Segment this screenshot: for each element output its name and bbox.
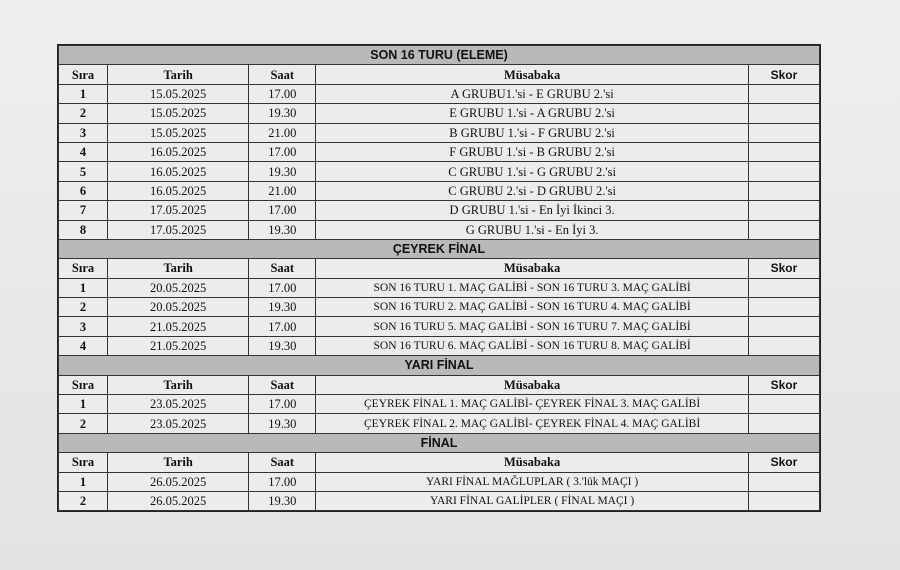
section-header <box>59 239 820 258</box>
cell-tarih: 16.05.2025 <box>108 181 249 200</box>
cell-sira: 3 <box>59 317 108 336</box>
cell-skor <box>748 201 819 220</box>
section-header <box>59 356 820 375</box>
cell-skor <box>748 278 819 297</box>
table-row <box>59 395 820 414</box>
column-header-tarih: Tarih <box>108 65 249 84</box>
cell-musabaka: SON 16 TURU 5. MAÇ GALİBİ - SON 16 TURU 7. MAÇ GALİBİ <box>316 317 749 336</box>
column-header-tarih: Tarih <box>108 453 249 472</box>
cell-saat: 17.00 <box>249 395 316 414</box>
table-row <box>59 491 820 510</box>
cell-sira: 4 <box>59 336 108 355</box>
table-row <box>59 181 820 200</box>
section-title: YARI FİNAL <box>59 356 820 375</box>
cell-sira: 1 <box>59 84 108 103</box>
column-header-musabaka: Müsabaka <box>316 259 749 278</box>
cell-saat: 19.30 <box>249 298 316 317</box>
cell-sira: 1 <box>59 278 108 297</box>
cell-tarih: 21.05.2025 <box>108 336 249 355</box>
column-header-sira: Sıra <box>59 453 108 472</box>
table-row <box>59 104 820 123</box>
column-header-musabaka: Müsabaka <box>316 453 749 472</box>
table-row <box>59 162 820 181</box>
column-header-row <box>59 453 820 472</box>
table-row <box>59 317 820 336</box>
cell-sira: 5 <box>59 162 108 181</box>
cell-sira: 3 <box>59 123 108 142</box>
cell-saat: 21.00 <box>249 181 316 200</box>
table-row <box>59 84 820 103</box>
column-header-musabaka: Müsabaka <box>316 375 749 394</box>
cell-saat: 19.30 <box>249 414 316 433</box>
column-header-skor: Skor <box>748 259 819 278</box>
section-title: SON 16 TURU (ELEME) <box>59 46 820 65</box>
table-row <box>59 278 820 297</box>
cell-tarih: 20.05.2025 <box>108 278 249 297</box>
cell-skor <box>748 491 819 510</box>
cell-sira: 7 <box>59 201 108 220</box>
cell-musabaka: ÇEYREK FİNAL 2. MAÇ GALİBİ- ÇEYREK FİNAL 4. MAÇ GALİBİ <box>316 414 749 433</box>
cell-musabaka: YARI FİNAL GALİPLER ( FİNAL MAÇI ) <box>316 491 749 510</box>
cell-skor <box>748 162 819 181</box>
table-row <box>59 123 820 142</box>
cell-saat: 17.00 <box>249 317 316 336</box>
cell-saat: 19.30 <box>249 220 316 239</box>
column-header-row <box>59 259 820 278</box>
cell-skor <box>748 472 819 491</box>
cell-saat: 19.30 <box>249 104 316 123</box>
section-title: ÇEYREK FİNAL <box>59 239 820 258</box>
cell-skor <box>748 317 819 336</box>
cell-skor <box>748 336 819 355</box>
column-header-row <box>59 375 820 394</box>
cell-tarih: 16.05.2025 <box>108 162 249 181</box>
section-header <box>59 433 820 452</box>
cell-skor <box>748 414 819 433</box>
table-row <box>59 201 820 220</box>
cell-musabaka: C GRUBU 1.'si - G GRUBU 2.'si <box>316 162 749 181</box>
cell-musabaka: C GRUBU 2.'si - D GRUBU 2.'si <box>316 181 749 200</box>
cell-tarih: 15.05.2025 <box>108 123 249 142</box>
cell-tarih: 26.05.2025 <box>108 472 249 491</box>
cell-musabaka: F GRUBU 1.'si - B GRUBU 2.'si <box>316 142 749 161</box>
table-row <box>59 414 820 433</box>
cell-musabaka: E GRUBU 1.'si - A GRUBU 2.'si <box>316 104 749 123</box>
table-row <box>59 220 820 239</box>
cell-tarih: 23.05.2025 <box>108 414 249 433</box>
cell-musabaka: SON 16 TURU 1. MAÇ GALİBİ - SON 16 TURU 3. MAÇ GALİBİ <box>316 278 749 297</box>
column-header-saat: Saat <box>249 375 316 394</box>
cell-musabaka: ÇEYREK FİNAL 1. MAÇ GALİBİ- ÇEYREK FİNAL 3. MAÇ GALİBİ <box>316 395 749 414</box>
cell-skor <box>748 395 819 414</box>
cell-sira: 2 <box>59 104 108 123</box>
cell-sira: 6 <box>59 181 108 200</box>
cell-musabaka: SON 16 TURU 6. MAÇ GALİBİ - SON 16 TURU 8. MAÇ GALİBİ <box>316 336 749 355</box>
schedule-table <box>57 44 821 512</box>
table-row <box>59 336 820 355</box>
column-header-skor: Skor <box>748 453 819 472</box>
column-header-skor: Skor <box>748 375 819 394</box>
column-header-sira: Sıra <box>59 375 108 394</box>
column-header-tarih: Tarih <box>108 259 249 278</box>
cell-skor <box>748 104 819 123</box>
cell-skor <box>748 84 819 103</box>
cell-skor <box>748 142 819 161</box>
cell-sira: 8 <box>59 220 108 239</box>
column-header-musabaka: Müsabaka <box>316 65 749 84</box>
cell-saat: 19.30 <box>249 162 316 181</box>
column-header-saat: Saat <box>249 453 316 472</box>
cell-musabaka: D GRUBU 1.'si - En İyi İkinci 3. <box>316 201 749 220</box>
cell-saat: 17.00 <box>249 472 316 491</box>
cell-musabaka: YARI FİNAL MAĞLUPLAR ( 3.'lük MAÇI ) <box>316 472 749 491</box>
column-header-saat: Saat <box>249 65 316 84</box>
cell-skor <box>748 123 819 142</box>
cell-tarih: 17.05.2025 <box>108 220 249 239</box>
cell-saat: 17.00 <box>249 278 316 297</box>
cell-saat: 17.00 <box>249 142 316 161</box>
cell-tarih: 21.05.2025 <box>108 317 249 336</box>
cell-saat: 21.00 <box>249 123 316 142</box>
column-header-skor: Skor <box>748 65 819 84</box>
cell-sira: 2 <box>59 298 108 317</box>
column-header-sira: Sıra <box>59 65 108 84</box>
column-header-row <box>59 65 820 84</box>
cell-tarih: 15.05.2025 <box>108 104 249 123</box>
cell-saat: 19.30 <box>249 491 316 510</box>
cell-skor <box>748 220 819 239</box>
column-header-tarih: Tarih <box>108 375 249 394</box>
cell-saat: 19.30 <box>249 336 316 355</box>
cell-tarih: 20.05.2025 <box>108 298 249 317</box>
section-title: FİNAL <box>59 433 820 452</box>
cell-saat: 17.00 <box>249 201 316 220</box>
cell-skor <box>748 298 819 317</box>
cell-tarih: 23.05.2025 <box>108 395 249 414</box>
cell-sira: 2 <box>59 491 108 510</box>
cell-tarih: 17.05.2025 <box>108 201 249 220</box>
cell-sira: 1 <box>59 472 108 491</box>
table-row <box>59 142 820 161</box>
table-row <box>59 298 820 317</box>
cell-musabaka: A GRUBU1.'si - E GRUBU 2.'si <box>316 84 749 103</box>
cell-saat: 17.00 <box>249 84 316 103</box>
cell-musabaka: SON 16 TURU 2. MAÇ GALİBİ - SON 16 TURU 4. MAÇ GALİBİ <box>316 298 749 317</box>
cell-musabaka: B GRUBU 1.'si - F GRUBU 2.'si <box>316 123 749 142</box>
cell-musabaka: G GRUBU 1.'si - En İyi 3. <box>316 220 749 239</box>
cell-tarih: 26.05.2025 <box>108 491 249 510</box>
cell-sira: 1 <box>59 395 108 414</box>
cell-tarih: 16.05.2025 <box>108 142 249 161</box>
table-row <box>59 472 820 491</box>
cell-sira: 4 <box>59 142 108 161</box>
cell-skor <box>748 181 819 200</box>
cell-sira: 2 <box>59 414 108 433</box>
column-header-saat: Saat <box>249 259 316 278</box>
column-header-sira: Sıra <box>59 259 108 278</box>
schedule-grid <box>58 45 820 511</box>
section-header <box>59 46 820 65</box>
cell-tarih: 15.05.2025 <box>108 84 249 103</box>
